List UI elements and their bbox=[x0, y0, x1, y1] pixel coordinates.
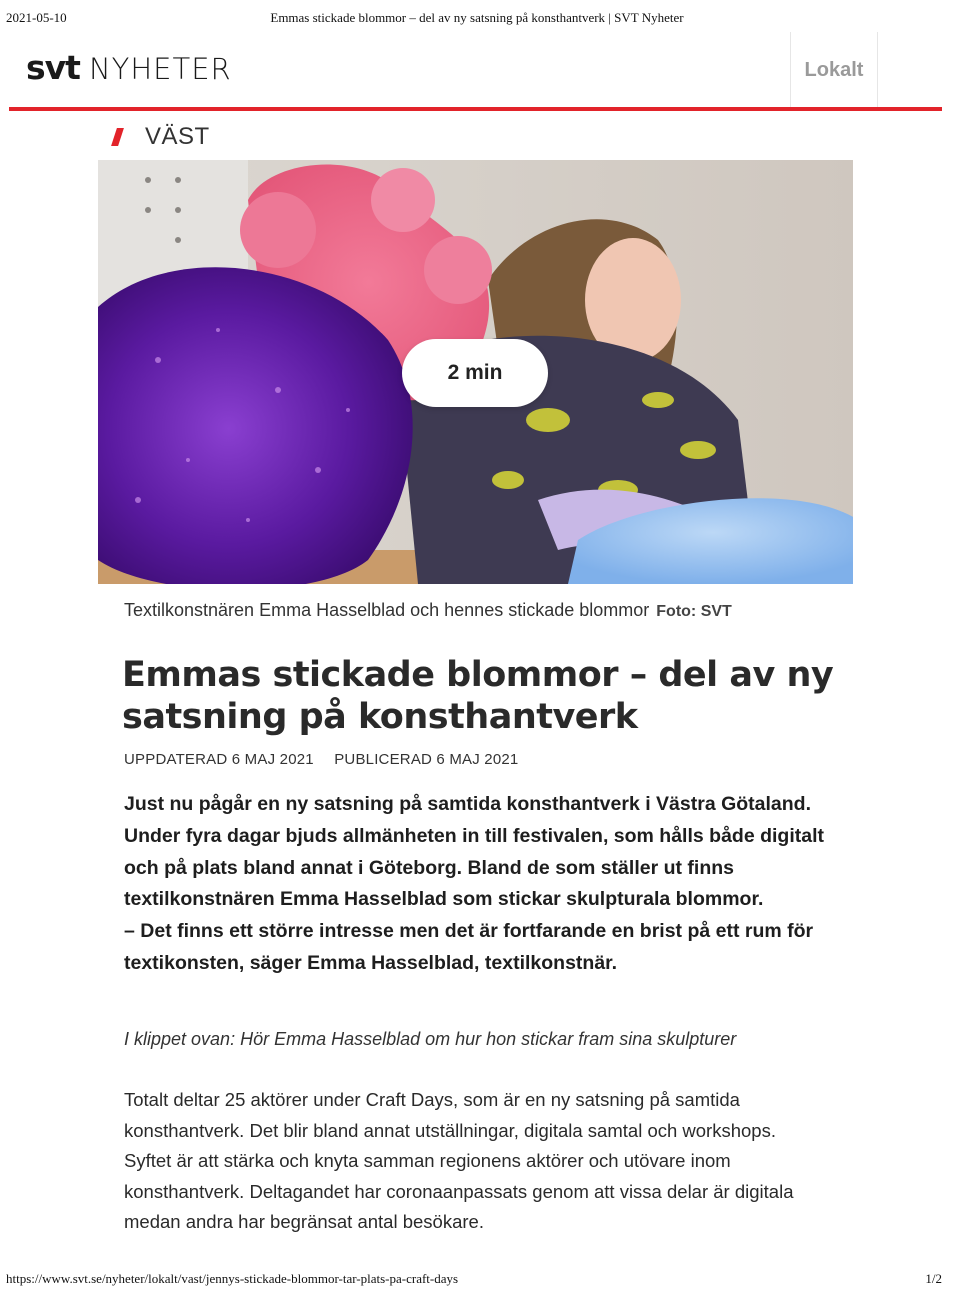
article-headline: Emmas stickade blommor – del av ny satsning på konsthantverk bbox=[122, 655, 834, 737]
section-label[interactable] bbox=[114, 122, 210, 152]
section-name: VÄST bbox=[145, 123, 210, 150]
print-url: https://www.svt.se/nyheter/lokalt/vast/jennys-stickade-blommor-tar-plats-pa-craft-days bbox=[6, 1271, 459, 1286]
section-slash-icon bbox=[111, 128, 124, 146]
logo-svt: svt bbox=[26, 48, 80, 87]
article-lead bbox=[124, 789, 824, 980]
header-accent-line bbox=[9, 107, 942, 111]
print-footer bbox=[0, 1271, 954, 1287]
site-header bbox=[0, 30, 954, 110]
body-paragraph: Totalt deltar 25 aktörer under Craft Days, som är en ny satsning på samtida konsthantverk. Det blir bland annat utställningar, digitala samtal och workshops. Syftet är att stärka och knyta samman regionens aktörer och utövare inom konsthantverk. Deltagandet har coronaanpassats genom att vissa delar är digitala medan andra har begränsat antal besökare. bbox=[124, 1089, 794, 1232]
clip-note: I klippet ovan: Hör Emma Hasselblad om hur hon stickar fram sina skulpturer bbox=[124, 1029, 737, 1049]
lead-quote: – Det finns ett större intresse men det är fortfarande en brist på ett rum för textikonsten, säger Emma Hasselblad, textilkonstnär. bbox=[124, 920, 814, 974]
caption-text: Textilkonstnären Emma Hasselblad och hennes stickade blommor bbox=[124, 600, 650, 620]
print-page-number: 1/2 bbox=[925, 1271, 942, 1286]
video-duration-badge[interactable] bbox=[402, 339, 548, 407]
video-duration-label: 2 min bbox=[447, 361, 503, 384]
lead-paragraph: Just nu pågår en ny satsning på samtida konsthantverk i Västra Götaland. Under fyra dagar bjuds allmänheten in till festivalen, som hålls både digitalt och på plats bland annat i Göteborg. Bland de som ställer ut finns textilkonstnären Emma Hasselblad som stickar skulpturala blommor. bbox=[124, 793, 824, 911]
article-dates bbox=[124, 751, 518, 768]
image-caption bbox=[124, 598, 844, 624]
print-page-title: Emmas stickade blommor – del av ny satsning på konsthantverk | SVT Nyheter bbox=[270, 10, 684, 25]
print-header bbox=[0, 10, 954, 26]
nav-lokalt-link[interactable]: Lokalt bbox=[790, 32, 878, 108]
updated-date: UPPDATERAD 6 MAJ 2021 bbox=[124, 751, 314, 768]
published-date: PUBLICERAD 6 MAJ 2021 bbox=[334, 751, 519, 768]
print-date: 2021-05-10 bbox=[6, 10, 67, 25]
video-player[interactable] bbox=[98, 160, 853, 584]
logo-nyheter: NYHETER bbox=[88, 52, 232, 86]
svt-nyheter-logo[interactable] bbox=[26, 48, 232, 88]
photo-credit: Foto: SVT bbox=[656, 603, 732, 620]
